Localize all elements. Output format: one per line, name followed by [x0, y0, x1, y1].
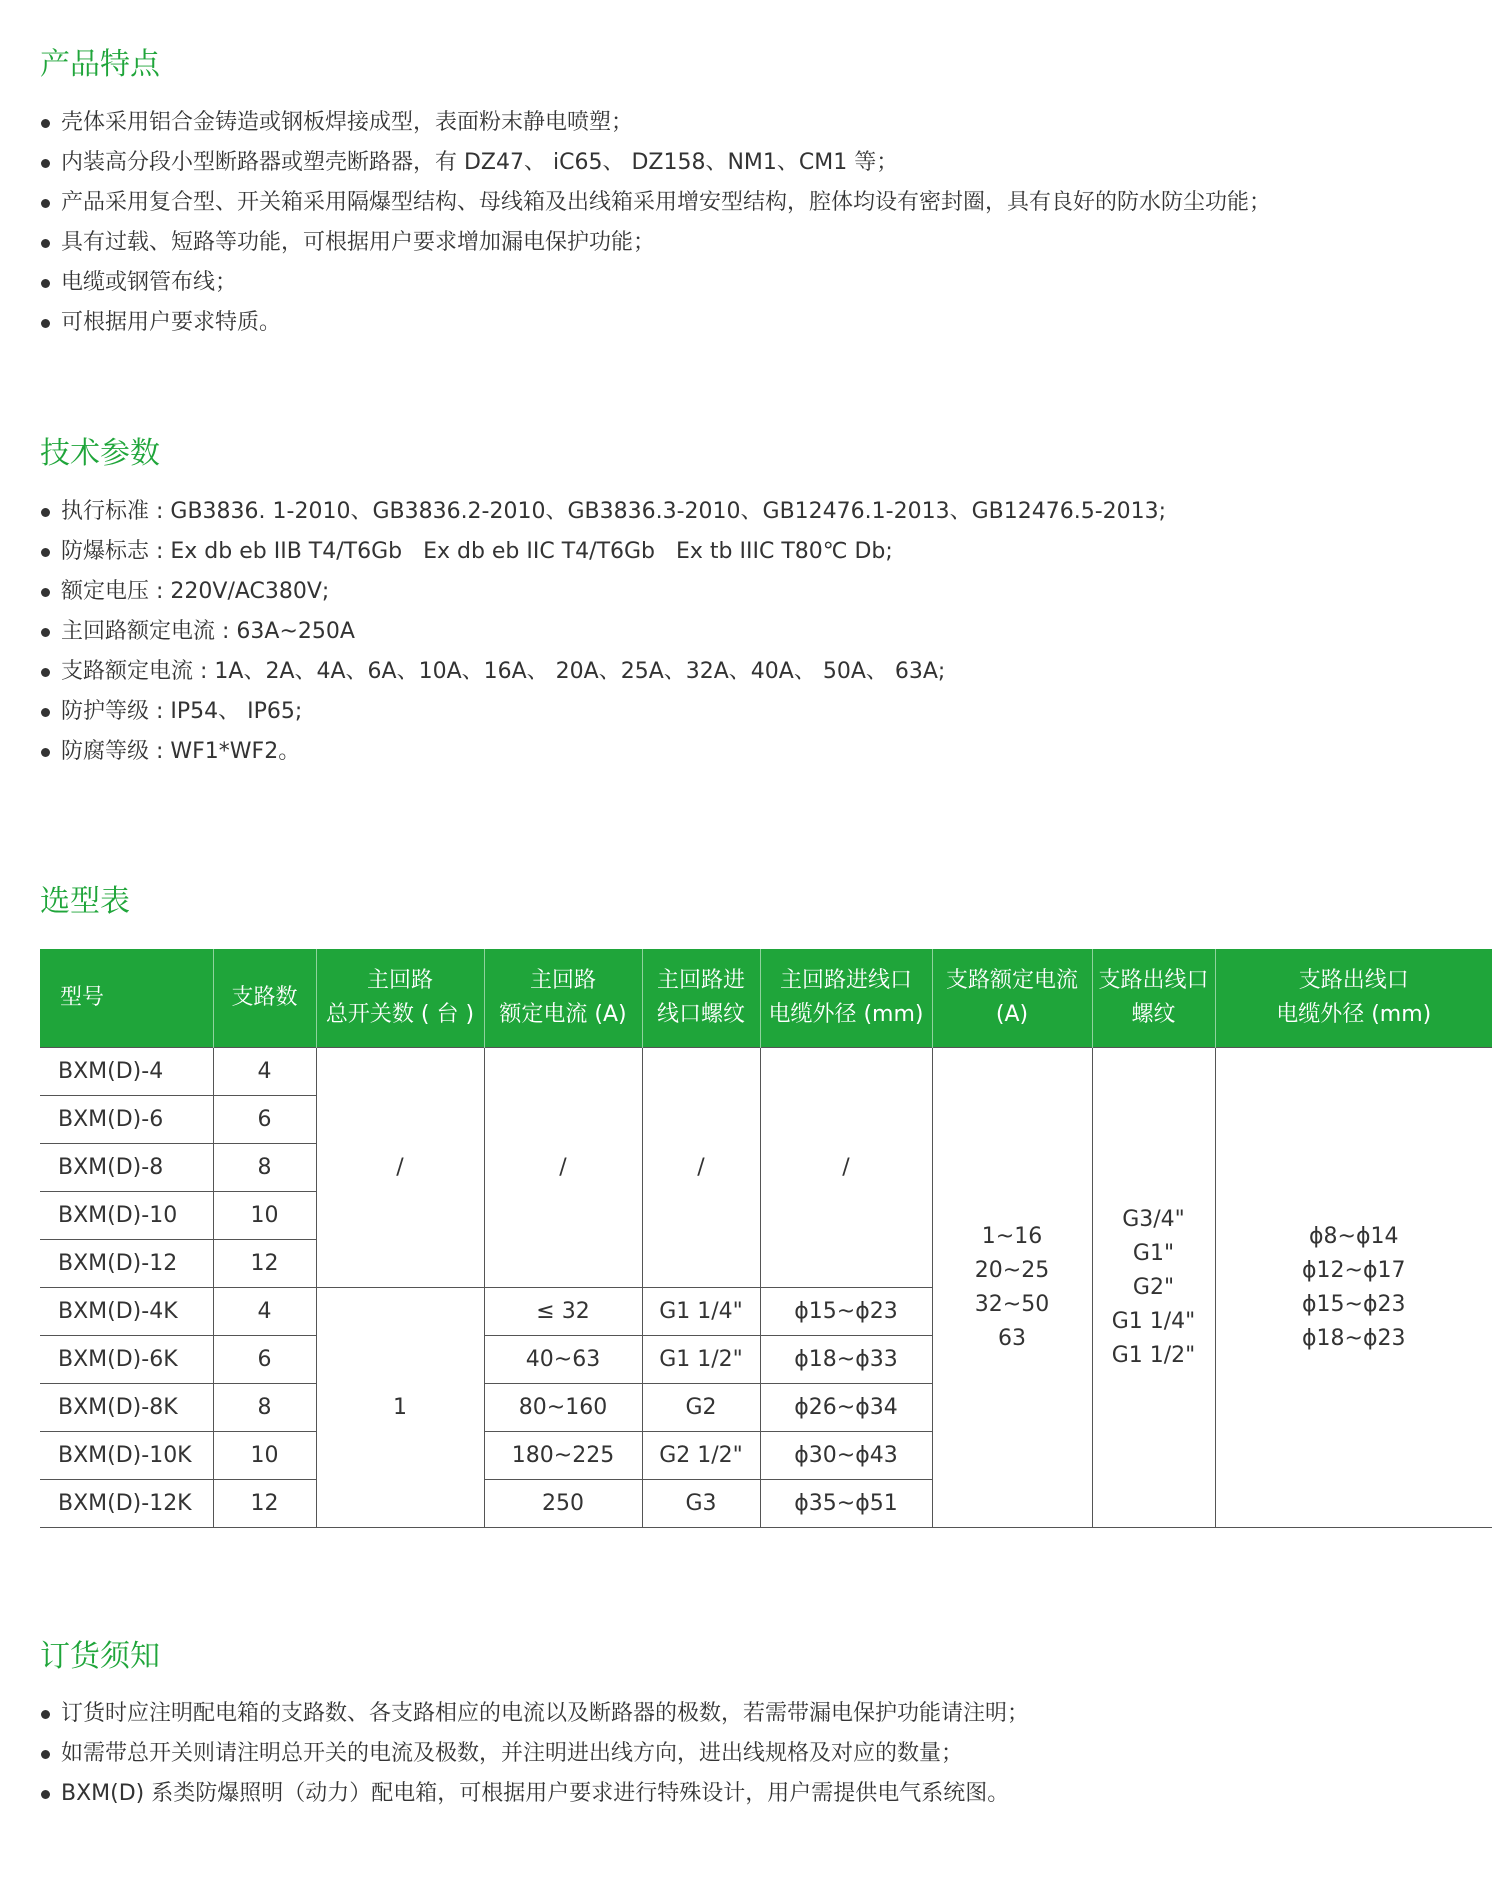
cell-model: BXM(D)-4 [40, 1048, 213, 1096]
list-item: 主回路额定电流 : 63A~250A [40, 612, 1166, 652]
cell-main-cable: ϕ35~ϕ51 [760, 1480, 932, 1528]
cell-model: BXM(D)-10 [40, 1192, 213, 1240]
list-item: 防护等级 : IP54、 IP65; [40, 692, 1166, 732]
list-item: 内装高分段小型断路器或塑壳断路器，有 DZ47、 iC65、 DZ158、NM1、CM1 等； [40, 143, 1271, 183]
cell-branch-cable-group: ϕ8~ϕ14 ϕ12~ϕ17 ϕ15~ϕ23 ϕ18~ϕ23 [1215, 1048, 1492, 1528]
list-item: 执行标准 : GB3836. 1-2010、GB3836.2-2010、GB3836.3-2010、GB12476.1-2013、GB12476.5-2013; [40, 492, 1166, 532]
cell-main-thread: G1 1/2" [642, 1336, 760, 1384]
list-item: BXM(D) 系类防爆照明（动力）配电箱，可根据用户要求进行特殊设计，用户需提供电气系统图。 [40, 1774, 1029, 1814]
bullet-dot-icon [41, 1710, 50, 1719]
ordering-title: 订货须知 [40, 1639, 160, 1674]
cell-model: BXM(D)-12 [40, 1240, 213, 1288]
header-main-cable: 主回路进线口 电缆外径 (mm) [760, 949, 932, 1048]
cell-branches: 8 [213, 1384, 316, 1432]
params-list [40, 492, 1166, 772]
header-branch-thread: 支路出线口 螺纹 [1092, 949, 1215, 1048]
cell-branches: 12 [213, 1480, 316, 1528]
cell-main-switch-count: 1 [316, 1288, 484, 1528]
header-main-current: 主回路 额定电流 (A) [484, 949, 642, 1048]
features-title: 产品特点 [40, 47, 160, 82]
table-header-row [40, 949, 1492, 1048]
cell-main-current: 80~160 [484, 1384, 642, 1432]
bullet-dot-icon [41, 588, 50, 597]
header-branch-cable: 支路出线口 电缆外径 (mm) [1215, 949, 1492, 1048]
list-item: 产品采用复合型、开关箱采用隔爆型结构、母线箱及出线箱采用增安型结构，腔体均设有密封圈，具有良好的防水防尘功能； [40, 183, 1271, 223]
cell-branches: 4 [213, 1048, 316, 1096]
cell-branches: 6 [213, 1096, 316, 1144]
bullet-dot-icon [41, 319, 50, 328]
cell-main-cable: ϕ18~ϕ33 [760, 1336, 932, 1384]
selection-title: 选型表 [40, 884, 130, 919]
list-item: 具有过载、短路等功能，可根据用户要求增加漏电保护功能； [40, 223, 1271, 263]
header-branch-current: 支路额定电流 (A) [932, 949, 1092, 1048]
list-item: 防腐等级 : WF1*WF2。 [40, 732, 1166, 772]
cell-main-switch-slash: / [316, 1048, 484, 1288]
bullet-dot-icon [41, 748, 50, 757]
bullet-dot-icon [41, 628, 50, 637]
features-list [40, 103, 1271, 343]
cell-main-cable: ϕ15~ϕ23 [760, 1288, 932, 1336]
list-item: 防爆标志 : Ex db eb IIB T4/T6Gb Ex db eb IIC T4/T6Gb Ex tb IIIC T80℃ Db; [40, 532, 1166, 572]
list-item: 额定电压 : 220V/AC380V; [40, 572, 1166, 612]
cell-branches: 12 [213, 1240, 316, 1288]
cell-branch-current-group: 1~16 20~25 32~50 63 [932, 1048, 1092, 1528]
selection-table [40, 949, 1492, 1528]
bullet-dot-icon [41, 708, 50, 717]
header-main-switch: 主回路 总开关数 ( 台 ) [316, 949, 484, 1048]
cell-model: BXM(D)-12K [40, 1480, 213, 1528]
bullet-dot-icon [41, 239, 50, 248]
bullet-dot-icon [41, 199, 50, 208]
cell-main-cable: ϕ26~ϕ34 [760, 1384, 932, 1432]
bullet-dot-icon [41, 159, 50, 168]
cell-branches: 8 [213, 1144, 316, 1192]
table-row [40, 1048, 1492, 1096]
cell-branches: 10 [213, 1192, 316, 1240]
cell-branches: 6 [213, 1336, 316, 1384]
cell-model: BXM(D)-10K [40, 1432, 213, 1480]
cell-branches: 10 [213, 1432, 316, 1480]
bullet-dot-icon [41, 279, 50, 288]
cell-model: BXM(D)-6K [40, 1336, 213, 1384]
header-main-thread: 主回路进 线口螺纹 [642, 949, 760, 1048]
cell-main-cable: ϕ30~ϕ43 [760, 1432, 932, 1480]
params-title: 技术参数 [40, 436, 160, 471]
bullet-dot-icon [41, 668, 50, 677]
bullet-dot-icon [41, 1790, 50, 1799]
bullet-dot-icon [41, 548, 50, 557]
cell-main-current-slash: / [484, 1048, 642, 1288]
cell-main-current: 180~225 [484, 1432, 642, 1480]
header-branches: 支路数 [213, 949, 316, 1048]
cell-main-thread: G3 [642, 1480, 760, 1528]
cell-model: BXM(D)-6 [40, 1096, 213, 1144]
cell-main-thread: G2 [642, 1384, 760, 1432]
cell-main-current: ≤ 32 [484, 1288, 642, 1336]
cell-branches: 4 [213, 1288, 316, 1336]
cell-model: BXM(D)-8 [40, 1144, 213, 1192]
list-item: 电缆或钢管布线； [40, 263, 1271, 303]
list-item: 壳体采用铝合金铸造或钢板焊接成型，表面粉末静电喷塑； [40, 103, 1271, 143]
cell-model: BXM(D)-4K [40, 1288, 213, 1336]
cell-main-thread: G2 1/2" [642, 1432, 760, 1480]
list-item: 订货时应注明配电箱的支路数、各支路相应的电流以及断路器的极数，若需带漏电保护功能请注明； [40, 1694, 1029, 1734]
cell-model: BXM(D)-8K [40, 1384, 213, 1432]
list-item: 支路额定电流 : 1A、2A、4A、6A、10A、16A、 20A、25A、32A、40A、 50A、 63A; [40, 652, 1166, 692]
cell-main-current: 250 [484, 1480, 642, 1528]
cell-branch-thread-group: G3/4" G1" G2" G1 1/4" G1 1/2" [1092, 1048, 1215, 1528]
list-item: 如需带总开关则请注明总开关的电流及极数，并注明进出线方向，进出线规格及对应的数量； [40, 1734, 1029, 1774]
cell-main-thread-slash: / [642, 1048, 760, 1288]
bullet-dot-icon [41, 508, 50, 517]
header-model: 型号 [40, 949, 213, 1048]
list-item: 可根据用户要求特质。 [40, 303, 1271, 343]
cell-main-thread: G1 1/4" [642, 1288, 760, 1336]
ordering-list [40, 1694, 1029, 1814]
cell-main-cable-slash: / [760, 1048, 932, 1288]
bullet-dot-icon [41, 119, 50, 128]
cell-main-current: 40~63 [484, 1336, 642, 1384]
bullet-dot-icon [41, 1750, 50, 1759]
